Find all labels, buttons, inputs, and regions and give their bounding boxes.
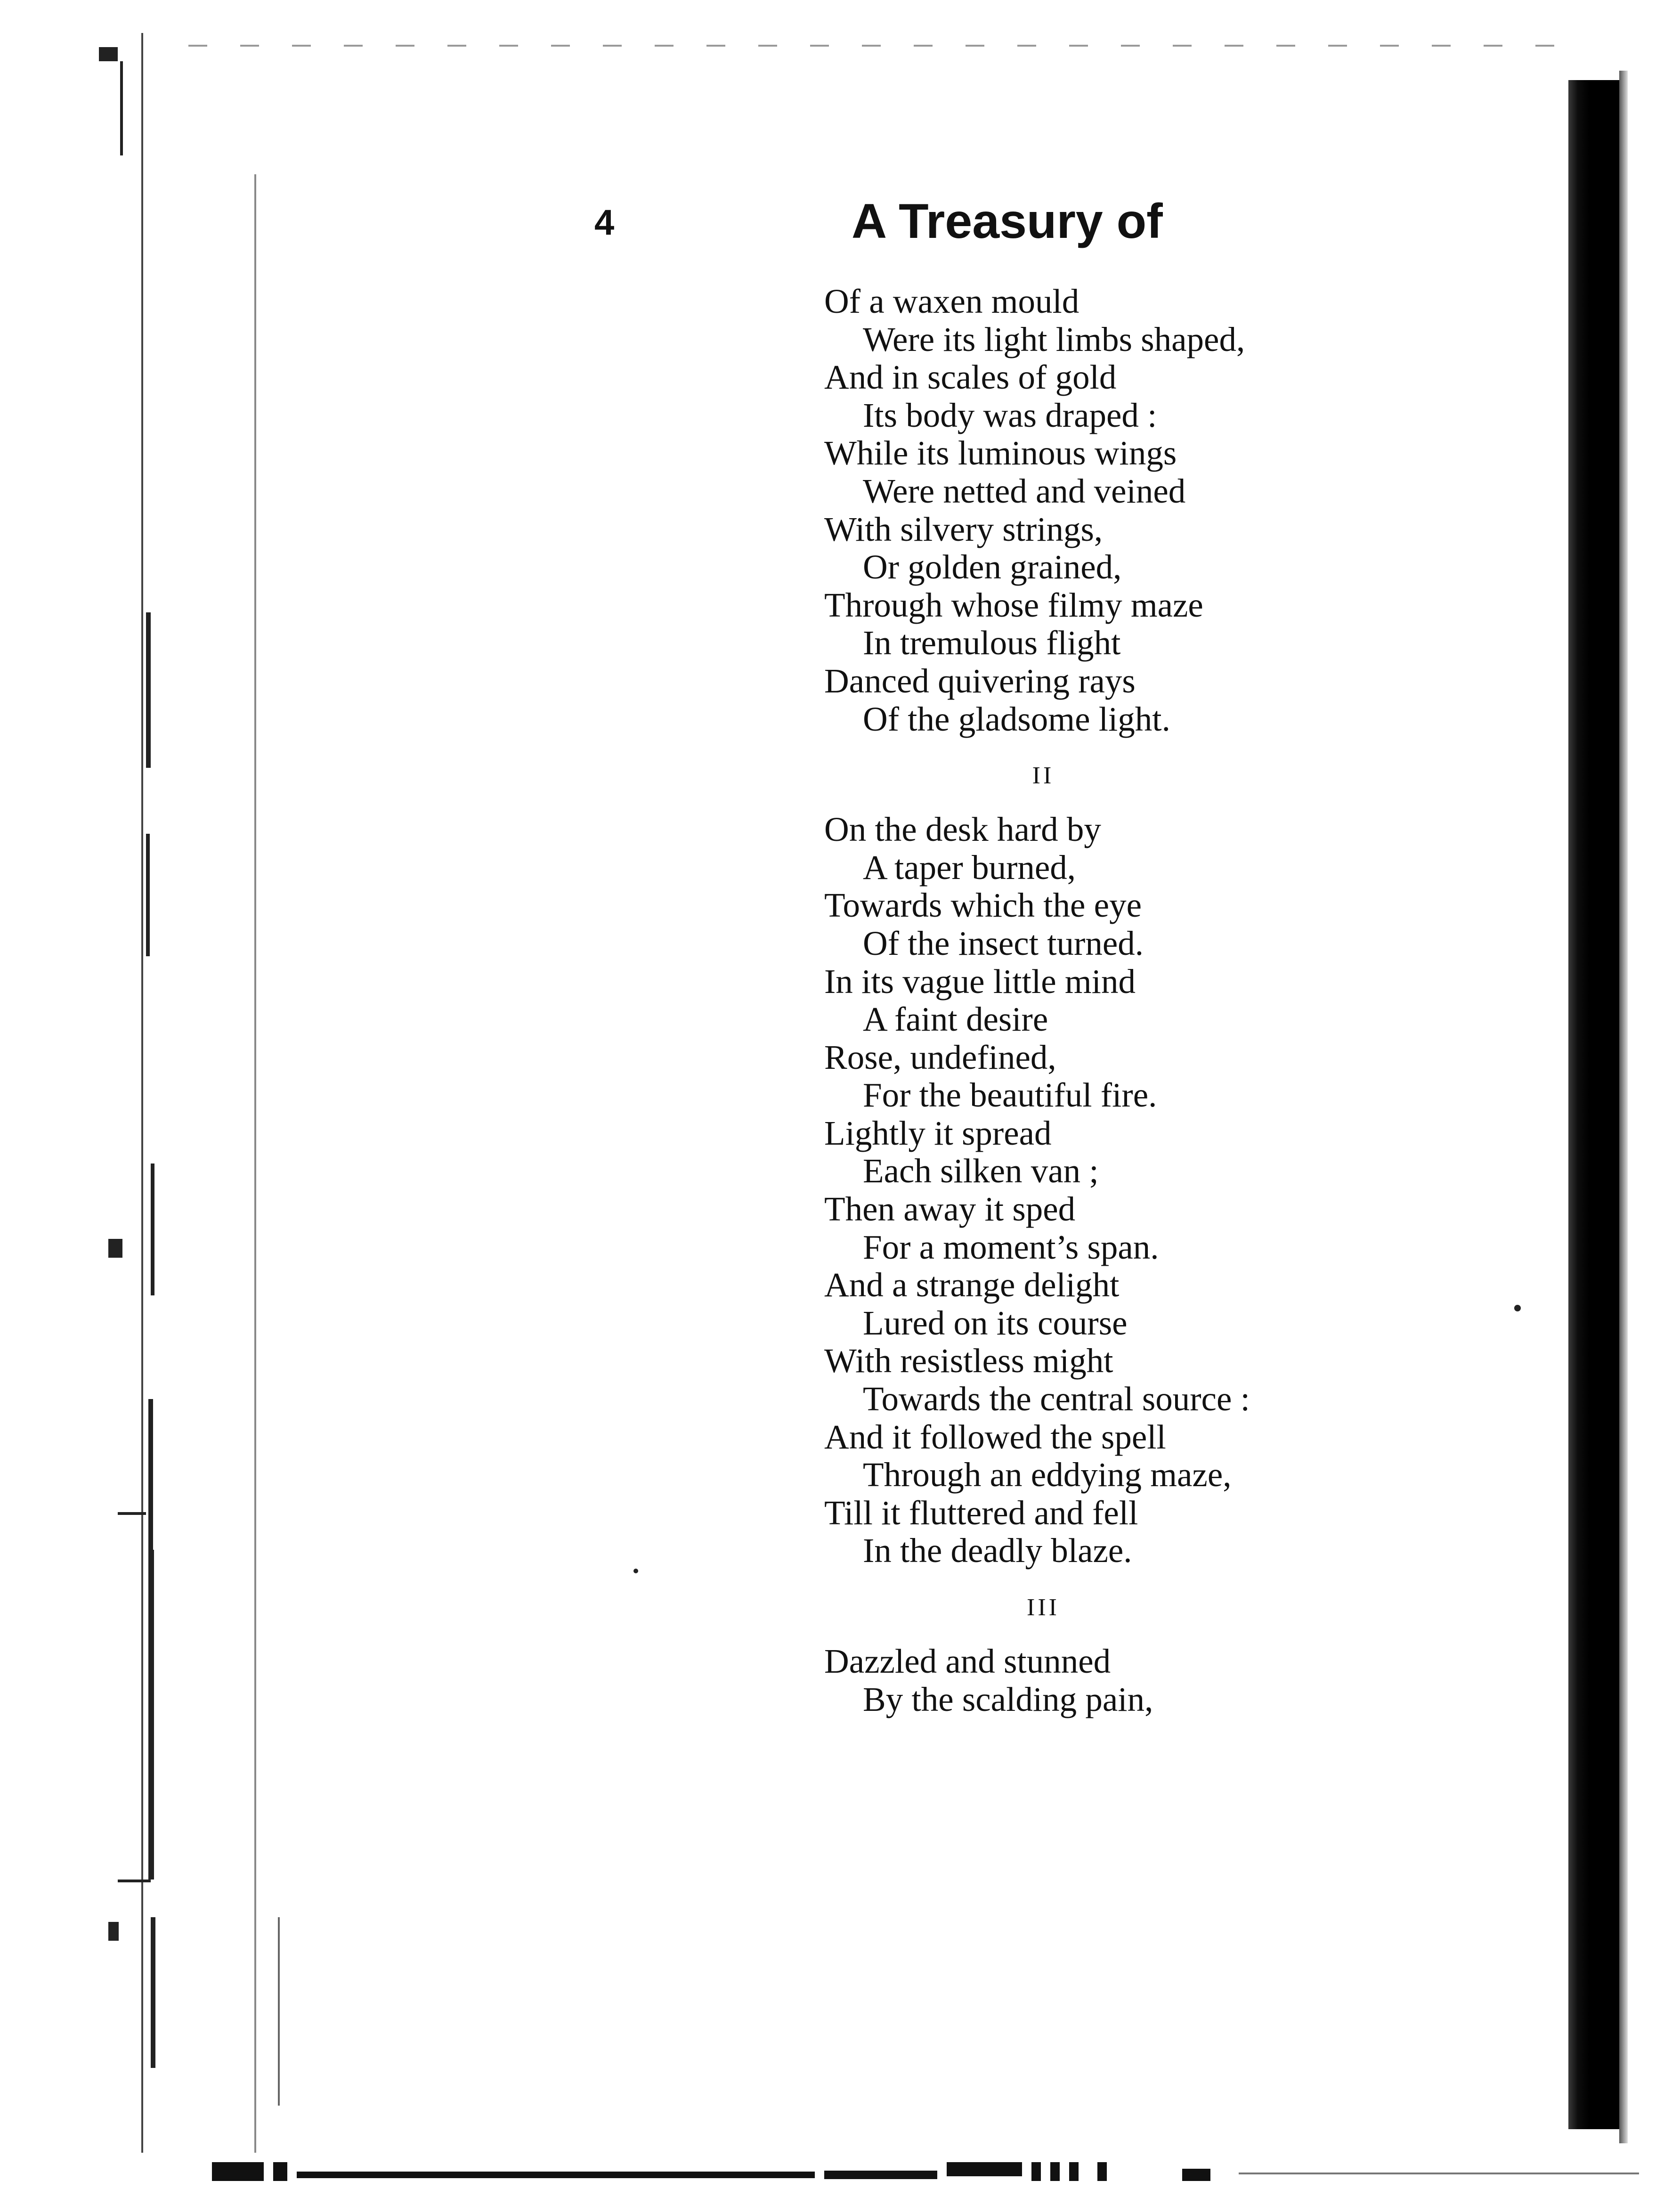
right-page-edge-shadow: [1568, 80, 1620, 2129]
poem-line: Lightly it spread: [824, 1114, 1052, 1152]
bottom-scan-edge: [155, 2162, 1568, 2181]
poem-line: Till it fluttered and fell: [824, 1493, 1138, 1532]
poem-line: Lured on its course: [863, 1303, 1128, 1342]
poem-line: In the deadly blaze.: [863, 1531, 1132, 1570]
right-page-edge-highlight: [1619, 71, 1628, 2143]
poem-line: Each silken van ;: [863, 1152, 1099, 1190]
ink-speck: [1514, 1305, 1521, 1311]
poem-line: Were netted and veined: [863, 472, 1186, 510]
poem-line: And it followed the spell: [824, 1417, 1166, 1456]
poem-line: Rose, undefined,: [824, 1038, 1056, 1076]
section-numeral: II: [1032, 762, 1055, 789]
stanza-one: [824, 283, 1437, 738]
ink-speck: [633, 1569, 638, 1573]
poem-line: Or golden grained,: [863, 548, 1122, 586]
poem-line: Danced quivering rays: [824, 661, 1136, 700]
poem-line: Towards the central source :: [863, 1380, 1250, 1418]
poem-line: And in scales of gold: [824, 358, 1117, 397]
poem-text: [824, 283, 1437, 1718]
section-numeral: III: [1027, 1594, 1060, 1621]
poem-line: Were its light limbs shaped,: [863, 320, 1245, 358]
poem-line: Then away it sped: [824, 1190, 1076, 1229]
top-scan-edge: [188, 45, 1554, 47]
poem-line: For a moment’s span.: [863, 1228, 1159, 1266]
poem-line: By the scalding pain,: [863, 1680, 1153, 1718]
poem-line: Through whose filmy maze: [824, 586, 1203, 624]
poem-line: A taper burned,: [863, 848, 1076, 887]
poem-line: In tremulous flight: [863, 624, 1121, 662]
poem-line: In its vague little mind: [824, 962, 1136, 1001]
page-number: 4: [594, 203, 615, 243]
poem-line: On the desk hard by: [824, 810, 1101, 849]
poem-line: Dazzled and stunned: [824, 1642, 1111, 1680]
poem-line: Towards which the eye: [824, 886, 1142, 925]
stanza-two: [824, 811, 1437, 1570]
poem-line: Of the gladsome light.: [863, 700, 1170, 738]
poem-line: With silvery strings,: [824, 510, 1103, 548]
poem-line: A faint desire: [863, 1000, 1048, 1039]
poem-line: While its luminous wings: [824, 434, 1177, 472]
poem-line: Its body was draped :: [863, 396, 1157, 434]
poem-line: For the beautiful fire.: [863, 1076, 1157, 1115]
poem-line: Of the insect turned.: [863, 924, 1144, 962]
running-title: A Treasury of: [852, 194, 1163, 249]
poem-line: With resistless might: [824, 1342, 1113, 1380]
poem-line: And a strange delight: [824, 1266, 1120, 1304]
poem-line: Through an eddying maze,: [863, 1456, 1232, 1494]
left-binding-artifact: [99, 33, 217, 2190]
poem-line: Of a waxen mould: [824, 282, 1079, 320]
stanza-three: [824, 1643, 1437, 1718]
